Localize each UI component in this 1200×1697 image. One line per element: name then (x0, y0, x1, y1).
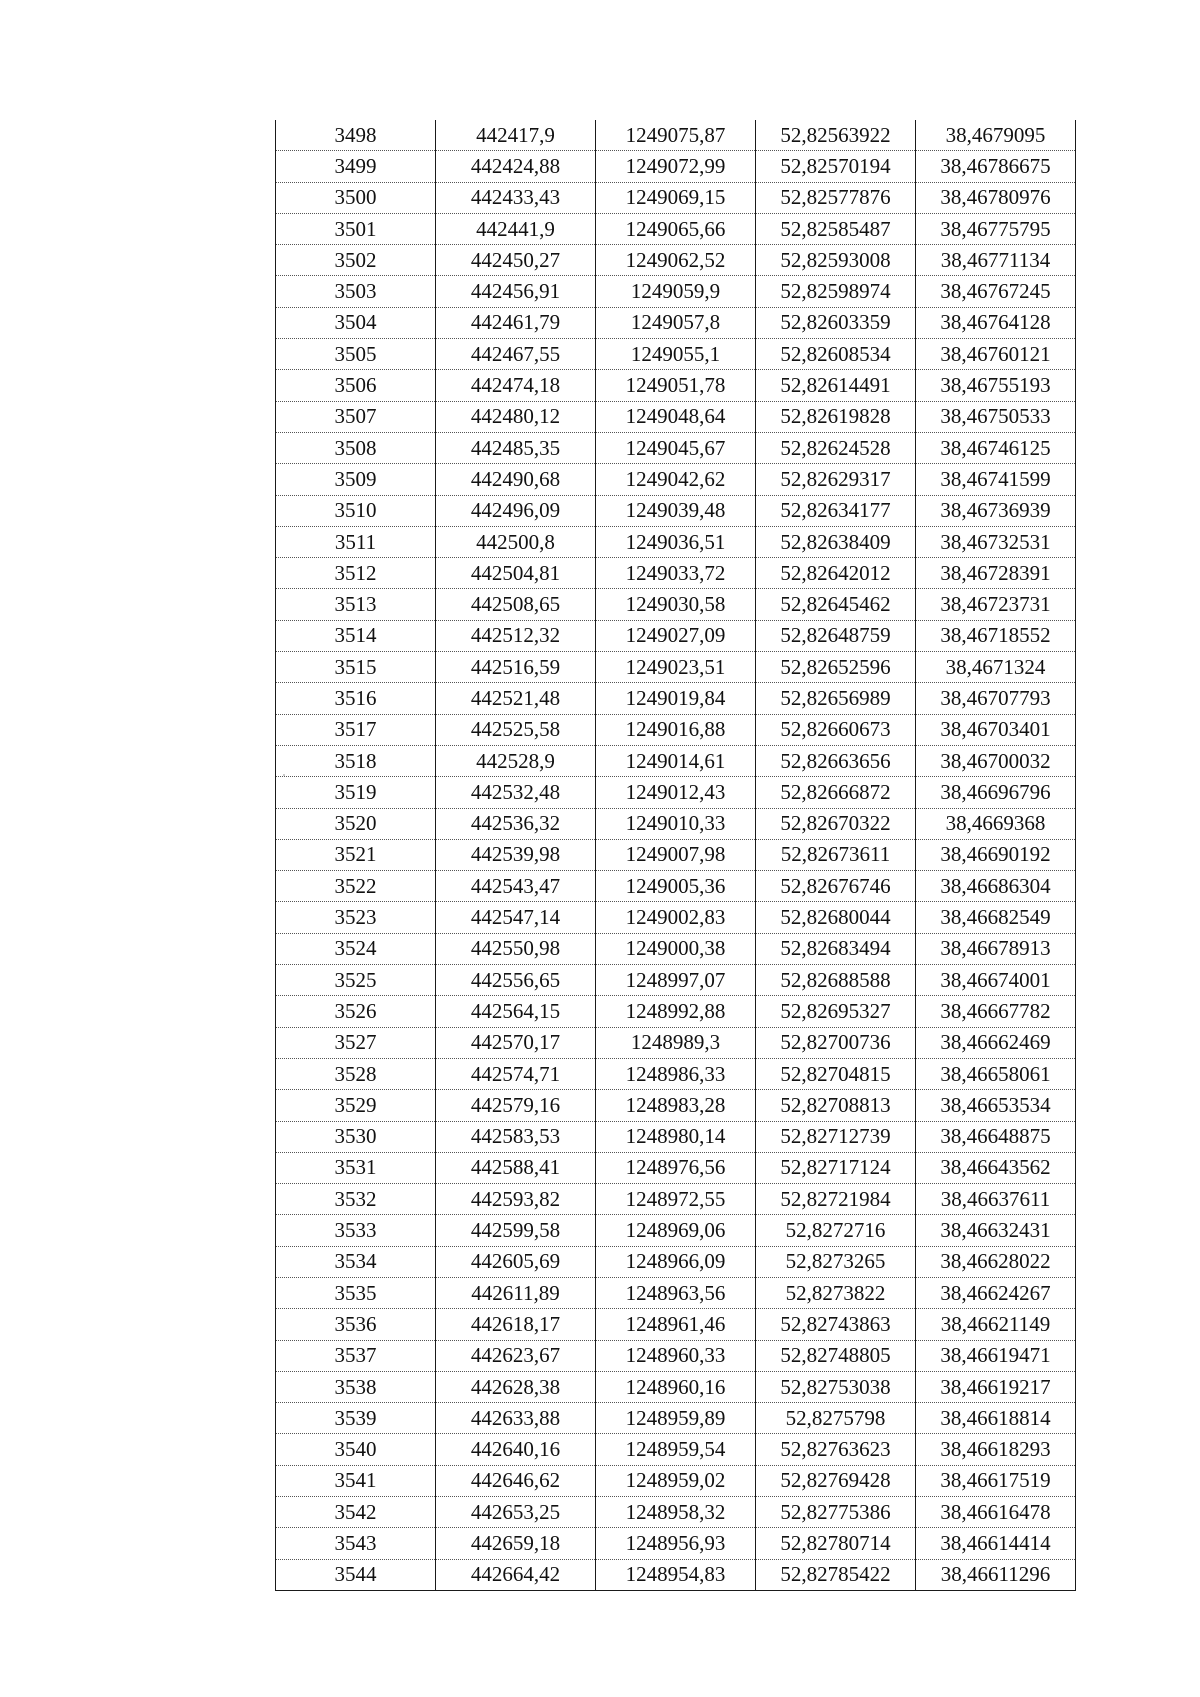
point-number-cell: 3538 (276, 1371, 436, 1402)
table-row (276, 1121, 1076, 1152)
y-coordinate-cell: 1249069,15 (596, 182, 756, 213)
x-coordinate-cell: 442536,32 (436, 808, 596, 839)
point-number-cell: 3530 (276, 1121, 436, 1152)
latitude-cell: 52,82642012 (756, 558, 916, 589)
point-number-cell: 3540 (276, 1434, 436, 1465)
latitude-cell: 52,82593008 (756, 245, 916, 276)
x-coordinate-cell: 442532,48 (436, 777, 596, 808)
y-coordinate-cell: 1249005,36 (596, 871, 756, 902)
latitude-cell: 52,82585487 (756, 213, 916, 244)
x-coordinate-cell: 442579,16 (436, 1090, 596, 1121)
table-row (276, 1434, 1076, 1465)
latitude-cell: 52,8275798 (756, 1403, 916, 1434)
y-coordinate-cell: 1249062,52 (596, 245, 756, 276)
table-row (276, 620, 1076, 651)
longitude-cell: 38,46696796 (916, 777, 1076, 808)
table-row (276, 1528, 1076, 1559)
x-coordinate-cell: 442599,58 (436, 1215, 596, 1246)
point-number-cell: 3505 (276, 339, 436, 370)
table-row (276, 213, 1076, 244)
longitude-cell: 38,46780976 (916, 182, 1076, 213)
longitude-cell: 38,46771134 (916, 245, 1076, 276)
longitude-cell: 38,46750533 (916, 401, 1076, 432)
y-coordinate-cell: 1248959,02 (596, 1465, 756, 1496)
y-coordinate-cell: 1249000,38 (596, 933, 756, 964)
latitude-cell: 52,82624528 (756, 432, 916, 463)
latitude-cell: 52,82652596 (756, 652, 916, 683)
latitude-cell: 52,82638409 (756, 526, 916, 557)
y-coordinate-cell: 1248986,33 (596, 1058, 756, 1089)
latitude-cell: 52,82704815 (756, 1058, 916, 1089)
x-coordinate-cell: 442521,48 (436, 683, 596, 714)
longitude-cell: 38,46611296 (916, 1559, 1076, 1590)
latitude-cell: 52,82680044 (756, 902, 916, 933)
point-number-cell: 3506 (276, 370, 436, 401)
table-row (276, 1559, 1076, 1590)
point-number-cell: 3537 (276, 1340, 436, 1371)
longitude-cell: 38,46703401 (916, 714, 1076, 745)
latitude-cell: 52,82769428 (756, 1465, 916, 1496)
coordinates-table (275, 120, 1076, 1591)
table-row (276, 1309, 1076, 1340)
x-coordinate-cell: 442628,38 (436, 1371, 596, 1402)
point-number-cell: 3522 (276, 871, 436, 902)
latitude-cell: 52,82563922 (756, 120, 916, 151)
longitude-cell: 38,46667782 (916, 996, 1076, 1027)
y-coordinate-cell: 1249030,58 (596, 589, 756, 620)
x-coordinate-cell: 442583,53 (436, 1121, 596, 1152)
y-coordinate-cell: 1248958,32 (596, 1497, 756, 1528)
table-row (276, 745, 1076, 776)
latitude-cell: 52,82676746 (756, 871, 916, 902)
longitude-cell: 38,4679095 (916, 120, 1076, 151)
y-coordinate-cell: 1249057,8 (596, 307, 756, 338)
table-row (276, 652, 1076, 683)
latitude-cell: 52,82683494 (756, 933, 916, 964)
longitude-cell: 38,46618293 (916, 1434, 1076, 1465)
x-coordinate-cell: 442500,8 (436, 526, 596, 557)
point-number-cell: 3539 (276, 1403, 436, 1434)
point-number-cell: 3515 (276, 652, 436, 683)
y-coordinate-cell: 1249042,62 (596, 464, 756, 495)
x-coordinate-cell: 442588,41 (436, 1152, 596, 1183)
x-coordinate-cell: 442417,9 (436, 120, 596, 151)
x-coordinate-cell: 442605,69 (436, 1246, 596, 1277)
x-coordinate-cell: 442623,67 (436, 1340, 596, 1371)
point-number-cell: 3544 (276, 1559, 436, 1590)
x-coordinate-cell: 442424,88 (436, 151, 596, 182)
x-coordinate-cell: 442456,91 (436, 276, 596, 307)
table-row (276, 1403, 1076, 1434)
latitude-cell: 52,82648759 (756, 620, 916, 651)
y-coordinate-cell: 1248966,09 (596, 1246, 756, 1277)
x-coordinate-cell: 442474,18 (436, 370, 596, 401)
table-row (276, 1027, 1076, 1058)
x-coordinate-cell: 442504,81 (436, 558, 596, 589)
y-coordinate-cell: 1248961,46 (596, 1309, 756, 1340)
x-coordinate-cell: 442528,9 (436, 745, 596, 776)
y-coordinate-cell: 1248960,16 (596, 1371, 756, 1402)
x-coordinate-cell: 442611,89 (436, 1277, 596, 1308)
x-coordinate-cell: 442496,09 (436, 495, 596, 526)
x-coordinate-cell: 442490,68 (436, 464, 596, 495)
y-coordinate-cell: 1249051,78 (596, 370, 756, 401)
table-row (276, 339, 1076, 370)
longitude-cell: 38,46619217 (916, 1371, 1076, 1402)
latitude-cell: 52,82717124 (756, 1152, 916, 1183)
x-coordinate-cell: 442646,62 (436, 1465, 596, 1496)
table-row (276, 370, 1076, 401)
latitude-cell: 52,82700736 (756, 1027, 916, 1058)
x-coordinate-cell: 442467,55 (436, 339, 596, 370)
table-row (276, 432, 1076, 463)
longitude-cell: 38,46653534 (916, 1090, 1076, 1121)
latitude-cell: 52,82743863 (756, 1309, 916, 1340)
y-coordinate-cell: 1248976,56 (596, 1152, 756, 1183)
y-coordinate-cell: 1248997,07 (596, 965, 756, 996)
point-number-cell: 3528 (276, 1058, 436, 1089)
latitude-cell: 52,82656989 (756, 683, 916, 714)
x-coordinate-cell: 442543,47 (436, 871, 596, 902)
point-number-cell: 3509 (276, 464, 436, 495)
table-row (276, 1215, 1076, 1246)
table-row (276, 589, 1076, 620)
point-number-cell: 3512 (276, 558, 436, 589)
point-number-cell: 3519 (276, 777, 436, 808)
point-number-cell: 3526 (276, 996, 436, 1027)
x-coordinate-cell: 442640,16 (436, 1434, 596, 1465)
latitude-cell: 52,82763623 (756, 1434, 916, 1465)
table-row (276, 1184, 1076, 1215)
longitude-cell: 38,46643562 (916, 1152, 1076, 1183)
x-coordinate-cell: 442659,18 (436, 1528, 596, 1559)
scan-speck (283, 774, 285, 776)
longitude-cell: 38,46678913 (916, 933, 1076, 964)
x-coordinate-cell: 442593,82 (436, 1184, 596, 1215)
table-row (276, 558, 1076, 589)
longitude-cell: 38,46686304 (916, 871, 1076, 902)
y-coordinate-cell: 1249048,64 (596, 401, 756, 432)
table-row (276, 933, 1076, 964)
y-coordinate-cell: 1249012,43 (596, 777, 756, 808)
y-coordinate-cell: 1248956,93 (596, 1528, 756, 1559)
table-row (276, 120, 1076, 151)
x-coordinate-cell: 442570,17 (436, 1027, 596, 1058)
longitude-cell: 38,46616478 (916, 1497, 1076, 1528)
point-number-cell: 3525 (276, 965, 436, 996)
table-row (276, 1246, 1076, 1277)
longitude-cell: 38,4671324 (916, 652, 1076, 683)
point-number-cell: 3536 (276, 1309, 436, 1340)
x-coordinate-cell: 442547,14 (436, 902, 596, 933)
longitude-cell: 38,46723731 (916, 589, 1076, 620)
point-number-cell: 3521 (276, 839, 436, 870)
latitude-cell: 52,82608534 (756, 339, 916, 370)
latitude-cell: 52,82660673 (756, 714, 916, 745)
table-row (276, 495, 1076, 526)
y-coordinate-cell: 1249075,87 (596, 120, 756, 151)
longitude-cell: 38,46775795 (916, 213, 1076, 244)
x-coordinate-cell: 442574,71 (436, 1058, 596, 1089)
table-row (276, 401, 1076, 432)
latitude-cell: 52,82775386 (756, 1497, 916, 1528)
longitude-cell: 38,46767245 (916, 276, 1076, 307)
y-coordinate-cell: 1248972,55 (596, 1184, 756, 1215)
table-row (276, 902, 1076, 933)
longitude-cell: 38,46732531 (916, 526, 1076, 557)
x-coordinate-cell: 442516,59 (436, 652, 596, 683)
latitude-cell: 52,8272716 (756, 1215, 916, 1246)
y-coordinate-cell: 1249023,51 (596, 652, 756, 683)
x-coordinate-cell: 442653,25 (436, 1497, 596, 1528)
latitude-cell: 52,82780714 (756, 1528, 916, 1559)
table-row (276, 808, 1076, 839)
point-number-cell: 3513 (276, 589, 436, 620)
longitude-cell: 38,46755193 (916, 370, 1076, 401)
point-number-cell: 3520 (276, 808, 436, 839)
y-coordinate-cell: 1249016,88 (596, 714, 756, 745)
longitude-cell: 38,46786675 (916, 151, 1076, 182)
point-number-cell: 3529 (276, 1090, 436, 1121)
latitude-cell: 52,82673611 (756, 839, 916, 870)
latitude-cell: 52,82598974 (756, 276, 916, 307)
x-coordinate-cell: 442525,58 (436, 714, 596, 745)
point-number-cell: 3533 (276, 1215, 436, 1246)
latitude-cell: 52,82666872 (756, 777, 916, 808)
x-coordinate-cell: 442512,32 (436, 620, 596, 651)
point-number-cell: 3504 (276, 307, 436, 338)
longitude-cell: 38,46658061 (916, 1058, 1076, 1089)
x-coordinate-cell: 442550,98 (436, 933, 596, 964)
table-row (276, 839, 1076, 870)
latitude-cell: 52,82695327 (756, 996, 916, 1027)
y-coordinate-cell: 1249033,72 (596, 558, 756, 589)
y-coordinate-cell: 1248969,06 (596, 1215, 756, 1246)
point-number-cell: 3531 (276, 1152, 436, 1183)
point-number-cell: 3541 (276, 1465, 436, 1496)
longitude-cell: 38,46628022 (916, 1246, 1076, 1277)
latitude-cell: 52,8273822 (756, 1277, 916, 1308)
point-number-cell: 3503 (276, 276, 436, 307)
y-coordinate-cell: 1249019,84 (596, 683, 756, 714)
table-row (276, 182, 1076, 213)
point-number-cell: 3535 (276, 1277, 436, 1308)
point-number-cell: 3510 (276, 495, 436, 526)
longitude-cell: 38,46718552 (916, 620, 1076, 651)
y-coordinate-cell: 1248959,89 (596, 1403, 756, 1434)
point-number-cell: 3534 (276, 1246, 436, 1277)
table-row (276, 1497, 1076, 1528)
table-row (276, 1090, 1076, 1121)
longitude-cell: 38,46760121 (916, 339, 1076, 370)
x-coordinate-cell: 442539,98 (436, 839, 596, 870)
table-row (276, 777, 1076, 808)
point-number-cell: 3501 (276, 213, 436, 244)
x-coordinate-cell: 442480,12 (436, 401, 596, 432)
point-number-cell: 3542 (276, 1497, 436, 1528)
table-row (276, 871, 1076, 902)
table-row (276, 683, 1076, 714)
table-row (276, 276, 1076, 307)
table-row (276, 464, 1076, 495)
table-row (276, 965, 1076, 996)
y-coordinate-cell: 1248980,14 (596, 1121, 756, 1152)
y-coordinate-cell: 1249036,51 (596, 526, 756, 557)
longitude-cell: 38,46632431 (916, 1215, 1076, 1246)
longitude-cell: 38,46746125 (916, 432, 1076, 463)
latitude-cell: 52,82712739 (756, 1121, 916, 1152)
point-number-cell: 3507 (276, 401, 436, 432)
latitude-cell: 52,82753038 (756, 1371, 916, 1402)
latitude-cell: 52,82619828 (756, 401, 916, 432)
point-number-cell: 3508 (276, 432, 436, 463)
y-coordinate-cell: 1248983,28 (596, 1090, 756, 1121)
longitude-cell: 38,46736939 (916, 495, 1076, 526)
longitude-cell: 38,46618814 (916, 1403, 1076, 1434)
longitude-cell: 38,46674001 (916, 965, 1076, 996)
y-coordinate-cell: 1248960,33 (596, 1340, 756, 1371)
y-coordinate-cell: 1248954,83 (596, 1559, 756, 1590)
y-coordinate-cell: 1248963,56 (596, 1277, 756, 1308)
coordinates-table-body (276, 120, 1076, 1590)
point-number-cell: 3500 (276, 182, 436, 213)
table-row (276, 1058, 1076, 1089)
latitude-cell: 52,82570194 (756, 151, 916, 182)
x-coordinate-cell: 442556,65 (436, 965, 596, 996)
y-coordinate-cell: 1249010,33 (596, 808, 756, 839)
y-coordinate-cell: 1249055,1 (596, 339, 756, 370)
latitude-cell: 52,82629317 (756, 464, 916, 495)
point-number-cell: 3511 (276, 526, 436, 557)
longitude-cell: 38,46624267 (916, 1277, 1076, 1308)
y-coordinate-cell: 1249059,9 (596, 276, 756, 307)
latitude-cell: 52,82645462 (756, 589, 916, 620)
x-coordinate-cell: 442485,35 (436, 432, 596, 463)
point-number-cell: 3517 (276, 714, 436, 745)
y-coordinate-cell: 1249045,67 (596, 432, 756, 463)
latitude-cell: 52,82614491 (756, 370, 916, 401)
point-number-cell: 3524 (276, 933, 436, 964)
x-coordinate-cell: 442433,43 (436, 182, 596, 213)
y-coordinate-cell: 1249014,61 (596, 745, 756, 776)
y-coordinate-cell: 1248959,54 (596, 1434, 756, 1465)
point-number-cell: 3518 (276, 745, 436, 776)
table-row (276, 996, 1076, 1027)
longitude-cell: 38,46637611 (916, 1184, 1076, 1215)
latitude-cell: 52,82663656 (756, 745, 916, 776)
longitude-cell: 38,46619471 (916, 1340, 1076, 1371)
longitude-cell: 38,46707793 (916, 683, 1076, 714)
latitude-cell: 52,82785422 (756, 1559, 916, 1590)
y-coordinate-cell: 1248989,3 (596, 1027, 756, 1058)
x-coordinate-cell: 442508,65 (436, 589, 596, 620)
table-row (276, 526, 1076, 557)
longitude-cell: 38,46614414 (916, 1528, 1076, 1559)
point-number-cell: 3523 (276, 902, 436, 933)
table-row (276, 1340, 1076, 1371)
table-row (276, 1277, 1076, 1308)
point-number-cell: 3543 (276, 1528, 436, 1559)
longitude-cell: 38,46741599 (916, 464, 1076, 495)
latitude-cell: 52,82670322 (756, 808, 916, 839)
latitude-cell: 52,8273265 (756, 1246, 916, 1277)
point-number-cell: 3516 (276, 683, 436, 714)
point-number-cell: 3498 (276, 120, 436, 151)
latitude-cell: 52,82748805 (756, 1340, 916, 1371)
x-coordinate-cell: 442564,15 (436, 996, 596, 1027)
longitude-cell: 38,46648875 (916, 1121, 1076, 1152)
point-number-cell: 3527 (276, 1027, 436, 1058)
longitude-cell: 38,46690192 (916, 839, 1076, 870)
x-coordinate-cell: 442664,42 (436, 1559, 596, 1590)
latitude-cell: 52,82688588 (756, 965, 916, 996)
longitude-cell: 38,46728391 (916, 558, 1076, 589)
table-row (276, 245, 1076, 276)
point-number-cell: 3514 (276, 620, 436, 651)
table-row (276, 1465, 1076, 1496)
x-coordinate-cell: 442633,88 (436, 1403, 596, 1434)
point-number-cell: 3499 (276, 151, 436, 182)
longitude-cell: 38,4669368 (916, 808, 1076, 839)
table-row (276, 714, 1076, 745)
y-coordinate-cell: 1249072,99 (596, 151, 756, 182)
y-coordinate-cell: 1249039,48 (596, 495, 756, 526)
latitude-cell: 52,82577876 (756, 182, 916, 213)
y-coordinate-cell: 1248992,88 (596, 996, 756, 1027)
latitude-cell: 52,82721984 (756, 1184, 916, 1215)
longitude-cell: 38,46662469 (916, 1027, 1076, 1058)
table-row (276, 1152, 1076, 1183)
longitude-cell: 38,46700032 (916, 745, 1076, 776)
longitude-cell: 38,46682549 (916, 902, 1076, 933)
x-coordinate-cell: 442461,79 (436, 307, 596, 338)
point-number-cell: 3532 (276, 1184, 436, 1215)
latitude-cell: 52,82603359 (756, 307, 916, 338)
longitude-cell: 38,46617519 (916, 1465, 1076, 1496)
longitude-cell: 38,46764128 (916, 307, 1076, 338)
latitude-cell: 52,82634177 (756, 495, 916, 526)
y-coordinate-cell: 1249007,98 (596, 839, 756, 870)
table-row (276, 1371, 1076, 1402)
y-coordinate-cell: 1249002,83 (596, 902, 756, 933)
y-coordinate-cell: 1249027,09 (596, 620, 756, 651)
x-coordinate-cell: 442618,17 (436, 1309, 596, 1340)
y-coordinate-cell: 1249065,66 (596, 213, 756, 244)
table-row (276, 307, 1076, 338)
latitude-cell: 52,82708813 (756, 1090, 916, 1121)
point-number-cell: 3502 (276, 245, 436, 276)
longitude-cell: 38,46621149 (916, 1309, 1076, 1340)
x-coordinate-cell: 442450,27 (436, 245, 596, 276)
table-row (276, 151, 1076, 182)
x-coordinate-cell: 442441,9 (436, 213, 596, 244)
